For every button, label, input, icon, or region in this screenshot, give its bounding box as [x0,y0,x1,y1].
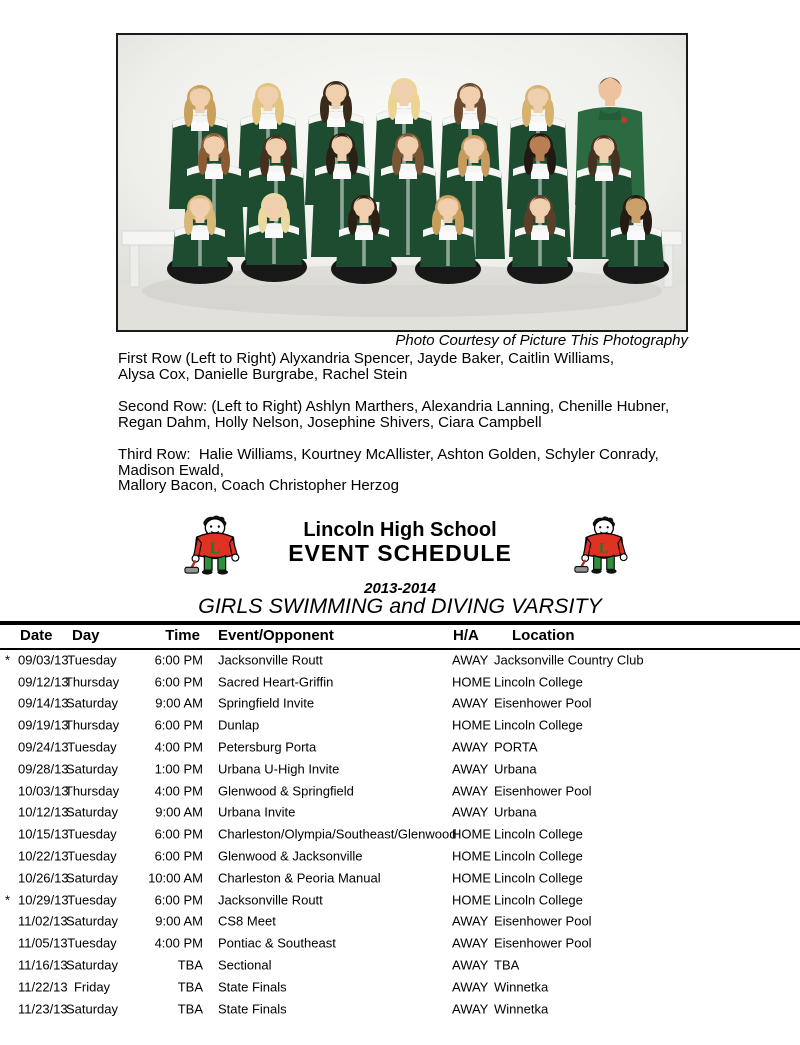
cell-date: 10/12/13 [18,804,69,820]
cell-location: Winnetka [494,1001,549,1017]
cell-day: Tuesday [67,848,117,864]
column-header-time: Time [165,627,200,644]
caption-line: Mallory Bacon, Coach Christopher Herzog [118,477,399,495]
table-row [0,932,800,954]
cell-day: Saturday [65,957,119,973]
cell-event: Urbana Invite [218,804,296,820]
cell-day: Saturday [65,761,119,777]
cell-event: Jacksonville Routt [218,652,323,668]
caption-third-row [118,447,698,494]
cell-date: 10/22/13 [18,848,69,864]
cell-time: 9:00 AM [155,695,203,711]
cell-time: TBA [177,1001,203,1017]
cell-event: State Finals [218,1001,287,1017]
column-header-ha: H/A [453,627,479,644]
team-photo [116,33,688,332]
cell-location: Urbana [494,761,537,777]
cell-home-away: AWAY [452,957,489,973]
cell-location: Winnetka [494,979,549,995]
cell-day: Saturday [65,804,119,820]
cell-day: Tuesday [67,935,117,951]
cell-date: 10/26/13 [18,870,69,886]
table-row [0,693,800,715]
schedule-rows [0,649,800,1020]
cell-location: PORTA [494,739,538,755]
cell-date: 09/03/13 [18,652,69,668]
cell-date: 09/24/13 [18,739,69,755]
caption-line: First Row (Left to Right) Alyxandria Spencer, Jayde Baker, Caitlin Williams, [118,350,615,367]
cell-event: Sectional [218,957,272,973]
caption-first-row [118,351,698,382]
conference-marker: * [5,652,11,668]
caption-line: Regan Dahm, Holly Nelson, Josephine Shivers, Ciara Campbell [118,413,542,431]
cell-location: Jacksonville Country Club [494,652,644,668]
caption-second-row [118,399,698,430]
table-row [0,758,800,780]
photo-credit: Photo Courtesy of Picture This Photography [395,332,688,349]
table-row [0,714,800,736]
table-row [0,671,800,693]
cell-location: Lincoln College [494,826,583,842]
cell-day: Saturday [65,695,119,711]
cell-date: 09/12/13 [18,674,69,690]
cell-event: Petersburg Porta [218,739,317,755]
cell-day: Thursday [64,783,120,799]
cell-day: Friday [73,979,111,995]
cell-home-away: AWAY [452,783,489,799]
table-row [0,911,800,933]
cell-location: Lincoln College [494,717,583,733]
cell-day: Tuesday [67,826,117,842]
cell-event: State Finals [218,979,287,995]
table-row [0,889,800,911]
table-row [0,780,800,802]
cell-time: 6:00 PM [154,848,203,864]
cell-event: Sacred Heart-Griffin [218,674,334,690]
cell-time: 4:00 PM [154,739,203,755]
cell-date: 10/03/13 [18,783,69,799]
cell-time: 9:00 AM [155,804,203,820]
mascot-letter: L [598,540,609,557]
cell-event: Charleston/Olympia/Southeast/Glenwood [218,826,457,842]
cell-day: Thursday [64,674,120,690]
cell-event: Dunlap [218,717,260,733]
school-name: Lincoln High School [303,519,497,541]
cell-day: Tuesday [67,739,117,755]
cell-home-away: AWAY [452,761,489,777]
cell-home-away: AWAY [452,935,489,951]
cell-time: TBA [177,957,203,973]
cell-home-away: HOME [452,870,491,886]
cell-day: Tuesday [67,652,117,668]
cell-time: 6:00 PM [154,674,203,690]
cell-date: 11/23/13 [18,1001,68,1017]
page-title: EVENT SCHEDULE [288,540,512,566]
cell-event: CS8 Meet [218,913,276,929]
cell-location: Eisenhower Pool [494,695,592,711]
cell-time: 6:00 PM [154,826,203,842]
cell-home-away: HOME [452,674,491,690]
cell-day: Tuesday [67,892,117,908]
cell-day: Saturday [65,913,119,929]
cell-location: Lincoln College [494,892,583,908]
cell-event: Urbana U-High Invite [218,761,340,777]
cell-day: Saturday [65,870,119,886]
cell-date: 10/15/13 [18,826,69,842]
cell-time: TBA [177,979,203,995]
cell-time: 6:00 PM [154,892,203,908]
cell-date: 11/22/13 [18,979,68,995]
cell-event: Charleston & Peoria Manual [218,870,381,886]
cell-event: Glenwood & Jacksonville [218,848,363,864]
cell-date: 09/28/13 [18,761,69,777]
column-header-event: Event/Opponent [218,627,334,644]
team-subtitle: GIRLS SWIMMING and DIVING VARSITY [198,594,602,618]
cell-event: Springfield Invite [218,695,315,711]
cell-time: 6:00 PM [154,652,203,668]
team-photo-illustration [118,35,686,330]
cell-home-away: AWAY [452,1001,489,1017]
cell-home-away: HOME [452,717,491,733]
cell-time: 4:00 PM [154,935,203,951]
cell-home-away: AWAY [452,652,489,668]
table-header-row [0,627,800,647]
cell-home-away: AWAY [452,804,489,820]
table-row [0,867,800,889]
cell-location: Lincoln College [494,848,583,864]
cell-date: 11/16/13 [18,957,68,973]
table-top-rule [0,621,800,625]
table-row [0,823,800,845]
cell-home-away: HOME [452,848,491,864]
table-row [0,736,800,758]
cell-location: Eisenhower Pool [494,913,592,929]
cell-time: 9:00 AM [155,913,203,929]
cell-event: Glenwood & Springfield [218,783,354,799]
cell-date: 11/05/13 [18,935,68,951]
cell-date: 09/14/13 [18,695,69,711]
cell-time: 10:00 AM [148,870,203,886]
cell-date: 09/19/13 [18,717,69,733]
cell-day: Saturday [65,1001,119,1017]
table-row [0,998,800,1020]
cell-time: 1:00 PM [154,761,203,777]
cell-location: Lincoln College [494,674,583,690]
column-header-date: Date [20,627,53,644]
caption-line: Madison Ewald, [118,461,224,479]
cell-event: Pontiac & Southeast [218,935,336,951]
cell-home-away: AWAY [452,695,489,711]
column-header-location: Location [512,627,575,644]
cell-home-away: AWAY [452,739,489,755]
cell-location: Lincoln College [494,870,583,886]
cell-home-away: AWAY [452,913,489,929]
mascot-letter: L [209,539,221,557]
cell-home-away: HOME [452,826,491,842]
cell-location: Urbana [494,804,537,820]
table-row [0,954,800,976]
cell-location: Eisenhower Pool [494,783,592,799]
caption-line: Second Row: (Left to Right) Ashlyn Marthers, Alexandria Lanning, Chenille Hubner, [118,398,670,415]
cell-day: Thursday [64,717,120,733]
cell-time: 4:00 PM [154,783,203,799]
season-label: 2013-2014 [364,580,436,597]
cell-date: 10/29/13 [18,892,69,908]
cell-home-away: AWAY [452,979,489,995]
cell-date: 11/02/13 [18,913,68,929]
cell-home-away: HOME [452,892,491,908]
column-header-day: Day [72,627,100,644]
conference-marker: * [5,892,11,908]
cell-location: Eisenhower Pool [494,935,592,951]
table-row [0,802,800,824]
cell-event: Jacksonville Routt [218,892,323,908]
table-row [0,649,800,671]
caption-line: Third Row: Halie Williams, Kourtney McAllister, Ashton Golden, Schyler Conrady, [118,446,659,463]
table-row [0,845,800,867]
cell-location: TBA [494,957,520,973]
caption-line: Alysa Cox, Danielle Burgrabe, Rachel Stein [118,365,408,383]
table-row [0,976,800,998]
cell-time: 6:00 PM [154,717,203,733]
